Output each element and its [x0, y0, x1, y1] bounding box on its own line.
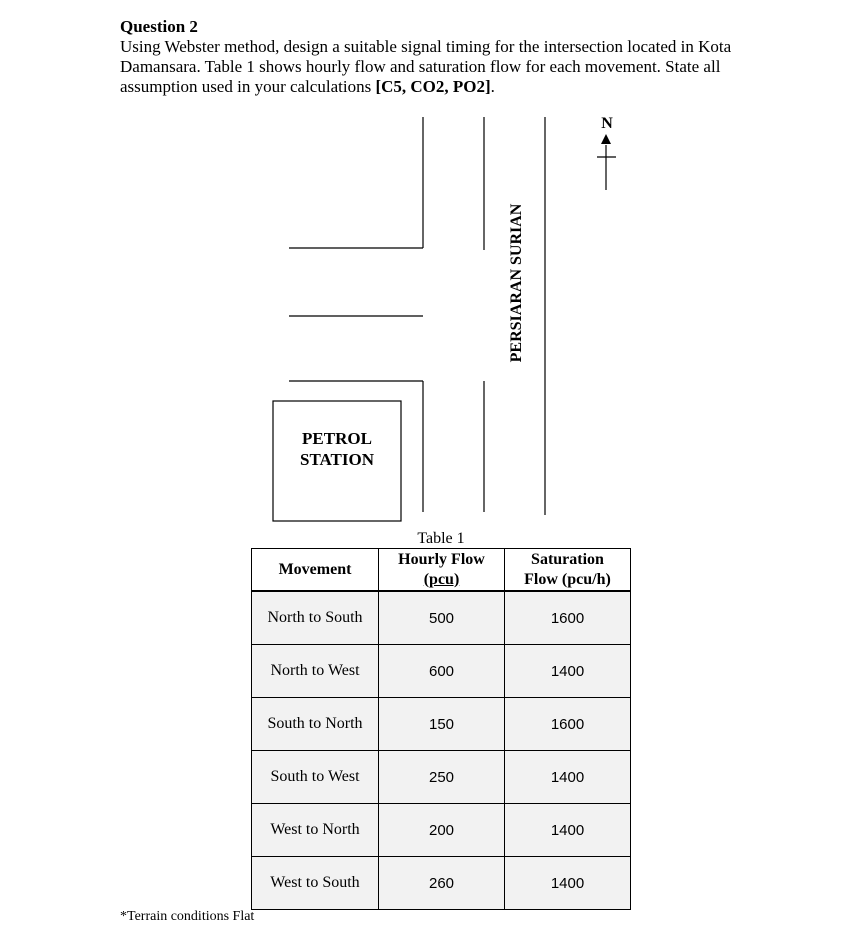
header-movement: Movement [252, 549, 379, 592]
table-row [252, 698, 631, 751]
question-body: Using Webster method, design a suitable signal timing for the intersection located in Kota Damansara. Table 1 shows hourly flow and saturation flow for each movement. State all assumption used in your calculations [120, 37, 732, 96]
table-header-row [252, 549, 631, 592]
north-arrow-icon [601, 134, 611, 144]
header-hourly-flow-line2: (pcu) [423, 570, 460, 588]
header-saturation-flow [505, 549, 631, 592]
cell-movement: North to West [252, 645, 379, 698]
cell-movement: South to North [252, 698, 379, 751]
question-codes: [C5, CO2, PO2] [375, 77, 491, 96]
road-label: PERSIARAN SURIAN [508, 203, 525, 363]
cell-saturation-flow: 1400 [505, 857, 631, 910]
table-caption: Table 1 [417, 530, 465, 547]
table-row [252, 804, 631, 857]
petrol-station-label-line1: PETROL [302, 429, 372, 448]
question-title: Question 2 [120, 17, 198, 36]
petrol-station-label-line2: STATION [299, 450, 375, 469]
flow-table [251, 548, 631, 910]
cell-hourly-flow: 500 [379, 591, 505, 645]
north-label: N [601, 115, 613, 132]
cell-hourly-flow: 260 [379, 857, 505, 910]
header-hourly-flow-line1: Hourly Flow [398, 550, 485, 568]
table-row [252, 857, 631, 910]
table-row [252, 645, 631, 698]
header-hourly-flow [379, 549, 505, 592]
cell-saturation-flow: 1400 [505, 645, 631, 698]
cell-movement: South to West [252, 751, 379, 804]
cell-hourly-flow: 200 [379, 804, 505, 857]
cell-movement: West to North [252, 804, 379, 857]
header-saturation-line1: Saturation [531, 550, 604, 568]
cell-movement: North to South [252, 591, 379, 645]
table-row [252, 591, 631, 645]
cell-hourly-flow: 600 [379, 645, 505, 698]
header-saturation-line2: Flow (pcu/h) [524, 570, 611, 588]
cell-saturation-flow: 1600 [505, 591, 631, 645]
table-row [252, 751, 631, 804]
cell-hourly-flow: 250 [379, 751, 505, 804]
cell-saturation-flow: 1400 [505, 804, 631, 857]
cell-saturation-flow: 1400 [505, 751, 631, 804]
cell-saturation-flow: 1600 [505, 698, 631, 751]
cell-hourly-flow: 150 [379, 698, 505, 751]
footnote: *Terrain conditions Flat [120, 909, 255, 924]
question-end: . [490, 77, 495, 96]
cell-movement: West to South [252, 857, 379, 910]
